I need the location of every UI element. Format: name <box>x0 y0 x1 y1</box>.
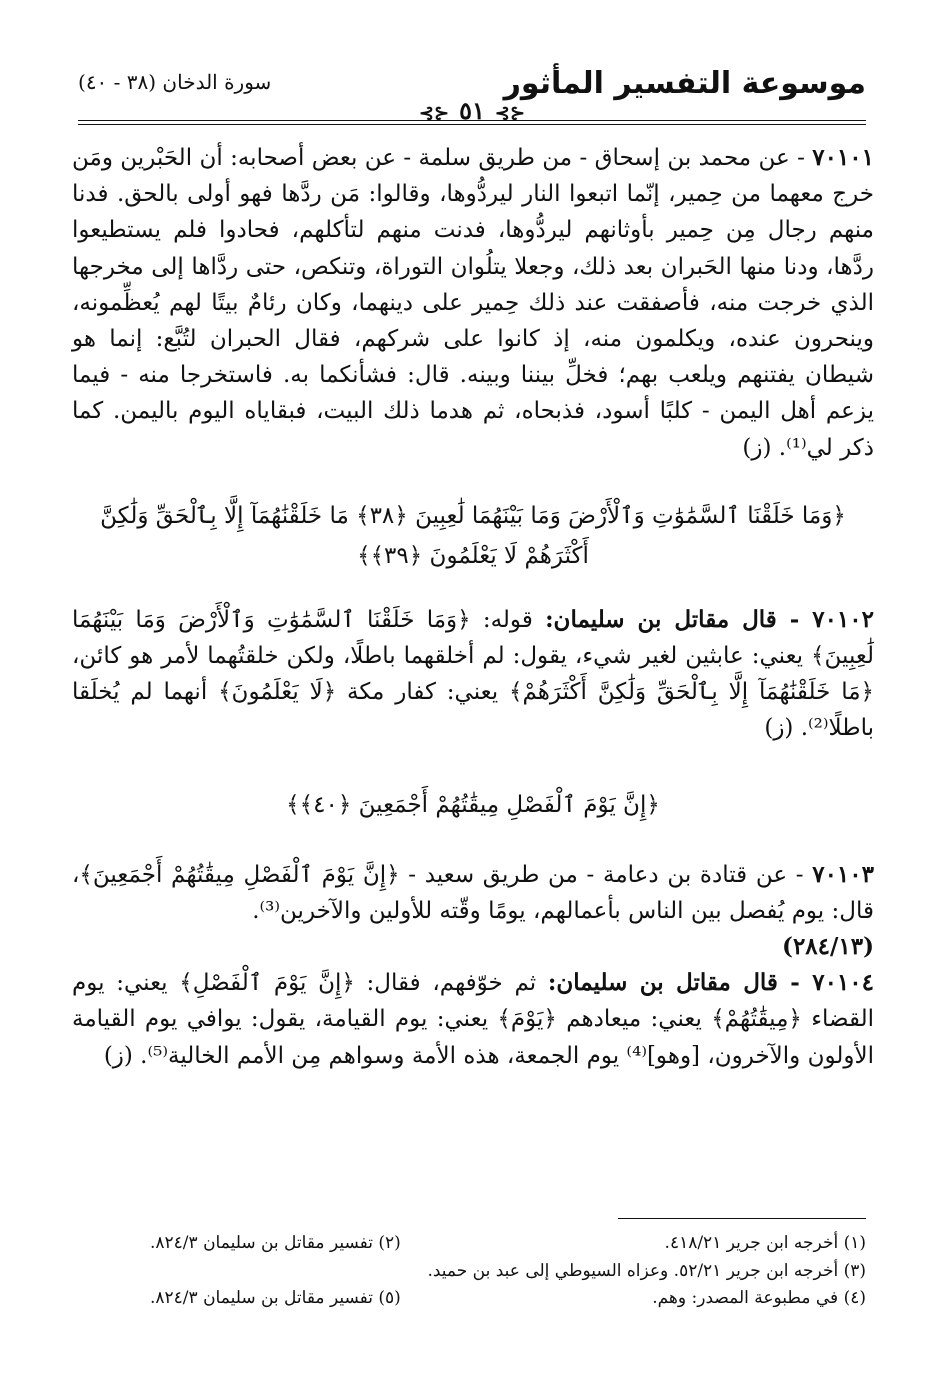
narration-speaker: - قال مقاتل بن سليمان: <box>547 969 813 997</box>
narration-text: ثم خوّفهم، فقال: ﴿إِنَّ يَوْمَ ٱلْفَصْلِ﴾ يعني: يوم القضاء ﴿مِيقَٰتُهُمْ﴾ يعني: ميعادهم ﴿يَوْمَ﴾ يعني: يوم القيامة، يقول: يوافي يوم القيامة الأولون والآخرون، [وهو]⁽⁴⁾ يوم الجمعة، هذه الأمة وسواهم مِن الأمم الخالية⁽⁵⁾. (ز) <box>72 970 874 1069</box>
book-title: موسوعة التفسير المأثور <box>503 66 866 101</box>
narration-speaker: - قال مقاتل بن سليمان: <box>545 605 813 633</box>
quran-verse-38-39: ﴿وَمَا خَلَقْنَا ٱلسَّمَٰوَٰتِ وَٱلْأَرْضَ وَمَا بَيْنَهُمَا لَٰعِبِينَ ﴿٣٨﴾ مَا خَلَقْنَٰهُمَآ إِلَّا بِٱلْحَقِّ وَلَٰكِنَّ أَكْثَرَهُمْ لَا يَعْلَمُونَ ﴿٣٩﴾﴾ <box>100 502 846 569</box>
narration-70101 <box>72 140 874 466</box>
footnotes <box>150 1230 866 1313</box>
footnote-5: (٥) تفسير مقاتل بن سليمان ٨٢٤/٣. <box>150 1288 401 1308</box>
footnote-2: (٢) تفسير مقاتل بن سليمان ٨٢٤/٣. <box>150 1233 401 1253</box>
footnote-row <box>150 1258 866 1286</box>
quran-verse-40: ﴿إِنَّ يَوْمَ ٱلْفَصْلِ مِيقَٰتُهُمْ أَجْمَعِينَ ﴿٤٠﴾﴾ <box>286 791 660 818</box>
narration-number: ٧٠١٠٣ <box>812 860 874 888</box>
narration-number: ٧٠١٠١ <box>812 144 874 171</box>
narration-70103 <box>72 857 874 929</box>
footnote-row <box>150 1285 866 1313</box>
footnote-divider <box>618 1218 866 1219</box>
narration-number: ٧٠١٠٢ <box>812 605 874 633</box>
narration-text: - عن محمد بن إسحاق - من طريق سلمة - عن بعض أصحابه: أن الحَبْرين ومَن خرج معهما من حِمير، إنّما اتبعوا النار ليردُّوها، وقالوا: مَن ردَّها فهو أولى بالحق. فدنا منهم رجال مِن حِمير بأوثانهم ليردُّوها، فدنت منهم لتأكلهم، فحادوا فلم يستطيعوا ردَّها، ودنا منها الحَبران بعد ذلك، وجعلا يتلُوان التوراة، وتنكص، حتى ردَّاها إلى مخرجها الذي خرجت منه، فأصفقت عند ذلك حِمير على دينهما، وكان رئامٌ بيتًا لهم يُعظِّمونه، وينحرون عنده، ويكلمون منه، إذ كانوا على شركهم، فقال الحبران لتُبَّع: إنما هو شيطان يفتنهم ويلعب بهم؛ فخلِّ بيننا وبينه. قال: فشأنكما به. فاستخرجا منه - فيما يزعم أهل اليمن - كلبًا أسود، فذبحاه، ثم هدما ذلك البيت، فبقاياه اليوم باليمن. كما ذكر لي⁽¹⁾. (ز) <box>72 145 874 461</box>
narration-70102 <box>72 602 874 747</box>
narration-text: - عن قتادة بن دعامة - من طريق سعيد - ﴿إِنَّ يَوْمَ ٱلْفَصْلِ مِيقَٰتُهُمْ أَجْمَعِينَ﴾، قال: يوم يُفصل بين الناس بأعمالهم، يومًا وقّته للأولين والآخرين⁽³⁾. <box>72 861 874 924</box>
surah-label: سورة الدخان (٣٨ - ٤٠) <box>78 70 272 94</box>
header-divider <box>78 124 866 125</box>
page-header <box>78 62 866 125</box>
header-divider <box>78 120 866 121</box>
main-text <box>72 140 874 1074</box>
narration-70104 <box>72 965 874 1074</box>
footnote-row <box>150 1230 866 1258</box>
footnote-4: (٤) في مطبوعة المصدر: وهم. <box>652 1288 866 1308</box>
footnote-3: (٣) أخرجه ابن جرير ٥٢/٢١. وعزاه السيوطي إلى عبد بن حميد. <box>427 1260 866 1281</box>
footnote-1: (١) أخرجه ابن جرير ٤١٨/٢١. <box>664 1233 866 1253</box>
page-number: ٥١ <box>459 96 485 125</box>
narration-text: قوله: ﴿وَمَا خَلَقْنَا ٱلسَّمَٰوَٰتِ وَٱلْأَرْضَ وَمَا بَيْنَهُمَا لَٰعِبِينَ﴾ يعني: عابثين لغير شيء، يقول: لم أخلقهما باطلًا، ولكن خلقتُهما لأمر هو كائن، ﴿مَا خَلَقْنَٰهُمَآ إِلَّا بِٱلْحَقِّ وَلَٰكِنَّ أَكْثَرَهُمْ﴾ يعني: كفار مكة ﴿لَا يَعْلَمُونَ﴾ أنهما لم يُخلَقا باطلًا⁽²⁾. (ز) <box>72 606 874 742</box>
ornament-icon: ⊰⊱ <box>494 103 526 124</box>
narration-number: ٧٠١٠٤ <box>812 969 874 997</box>
source-reference: (٢٨٤/١٣) <box>782 933 874 961</box>
ornament-icon: ⊰⊱ <box>418 103 450 124</box>
